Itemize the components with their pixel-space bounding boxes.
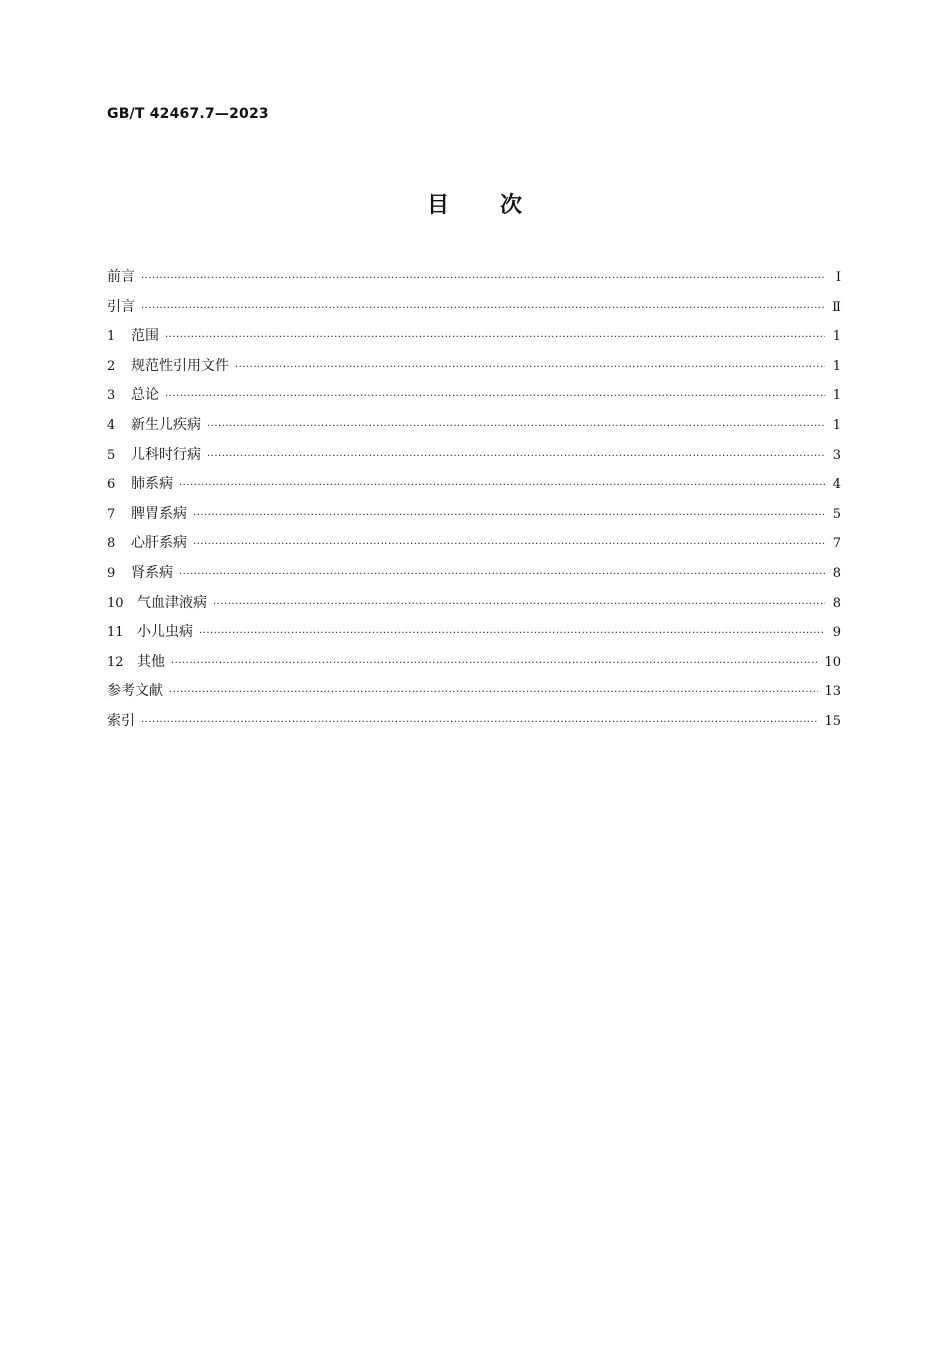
- toc-page: Ⅰ: [835, 270, 841, 285]
- toc-label: 参考文献: [107, 683, 163, 700]
- toc-number: 2: [107, 358, 116, 374]
- toc-page: Ⅱ: [832, 299, 841, 315]
- toc-entry-introduction[interactable]: [107, 296, 841, 326]
- toc-label: 引言: [107, 298, 135, 315]
- toc-page: 4: [832, 477, 841, 493]
- toc-page: 9: [832, 625, 841, 641]
- toc-page: 5: [832, 506, 841, 522]
- toc-number: 7: [107, 506, 116, 522]
- toc-page: 1: [832, 329, 841, 345]
- toc-entry-1[interactable]: [107, 325, 841, 355]
- toc-number: 3: [107, 388, 116, 404]
- toc-number: 11: [107, 625, 124, 641]
- toc-entry-foreword[interactable]: [107, 266, 841, 296]
- toc-entry-11[interactable]: [107, 621, 841, 651]
- toc-leader: [165, 391, 825, 402]
- toc-page: 15: [824, 713, 841, 729]
- toc-entry-3[interactable]: [107, 384, 841, 414]
- toc-leader: [141, 717, 818, 728]
- toc-leader: [179, 480, 825, 491]
- toc-label: 索引: [107, 712, 135, 729]
- toc-entry-2[interactable]: [107, 355, 841, 385]
- toc-leader: [199, 628, 825, 639]
- toc-label: 脾胃系病: [131, 505, 187, 522]
- toc-leader: [193, 539, 825, 550]
- toc-leader: [141, 303, 825, 314]
- toc-label: 范围: [131, 328, 159, 345]
- page-title: [0, 188, 950, 219]
- toc-entry-9[interactable]: [107, 562, 841, 592]
- toc-leader: [141, 273, 825, 284]
- toc-page: 8: [832, 595, 841, 611]
- toc-label: 气血津液病: [137, 594, 207, 611]
- toc-number: 4: [107, 417, 116, 433]
- toc-label: 总论: [131, 387, 159, 404]
- toc-number: 8: [107, 536, 116, 552]
- toc-label: 其他: [137, 653, 165, 670]
- toc-page: 7: [832, 536, 841, 552]
- toc-entry-4[interactable]: [107, 414, 841, 444]
- toc-label: 肺系病: [131, 476, 173, 493]
- title-char-1: 目: [426, 193, 450, 218]
- toc-leader: [207, 451, 825, 462]
- toc-leader: [169, 687, 818, 698]
- toc-leader: [235, 362, 825, 373]
- toc-label: 规范性引用文件: [131, 357, 229, 374]
- toc-page: 10: [824, 654, 841, 670]
- toc-page: 13: [824, 684, 841, 700]
- toc-page: 1: [832, 388, 841, 404]
- toc-leader: [165, 332, 825, 343]
- document-code: GB/T 42467.7—2023: [107, 106, 269, 122]
- toc-leader: [171, 658, 818, 669]
- toc-number: 12: [107, 654, 124, 670]
- toc-page: 3: [832, 447, 841, 463]
- toc-page: 1: [832, 417, 841, 433]
- toc-number: 6: [107, 477, 116, 493]
- toc-entry-7[interactable]: [107, 503, 841, 533]
- toc-entry-6[interactable]: [107, 473, 841, 503]
- toc-label: 心肝系病: [131, 535, 187, 552]
- toc-label: 小儿虫病: [137, 624, 193, 641]
- toc-number: 1: [107, 329, 116, 345]
- toc-label: 肾系病: [131, 564, 173, 581]
- toc-label: 前言: [107, 269, 135, 285]
- toc-label: 儿科时行病: [131, 446, 201, 463]
- toc-page: 8: [832, 565, 841, 581]
- toc-leader: [207, 421, 825, 432]
- toc-entry-references[interactable]: [107, 680, 841, 710]
- toc-number: 10: [107, 595, 124, 611]
- toc-label: 新生儿疾病: [131, 416, 201, 433]
- toc-leader: [193, 510, 825, 521]
- toc-page: 1: [832, 358, 841, 374]
- toc-entry-5[interactable]: [107, 444, 841, 474]
- toc-entry-12[interactable]: [107, 651, 841, 681]
- toc-entry-10[interactable]: [107, 592, 841, 622]
- toc-leader: [213, 599, 825, 610]
- table-of-contents: [107, 266, 841, 740]
- toc-number: 9: [107, 565, 116, 581]
- toc-entry-8[interactable]: [107, 532, 841, 562]
- toc-entry-index[interactable]: [107, 710, 841, 740]
- toc-leader: [179, 569, 825, 580]
- toc-number: 5: [107, 447, 116, 463]
- title-char-2: 次: [500, 193, 524, 218]
